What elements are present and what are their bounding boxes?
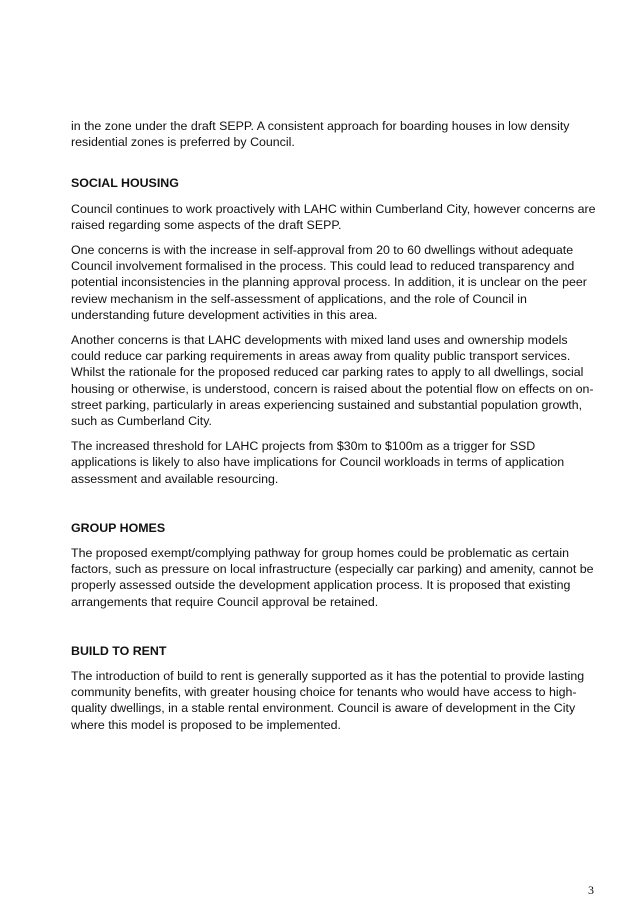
document-body: [71, 118, 599, 742]
section-heading: GROUP HOMES: [71, 520, 166, 535]
section-social-housing: [71, 175, 599, 486]
intro-paragraph: in the zone under the draft SEPP. A consistent approach for boarding houses in low density residential zones is preferred by Council.: [71, 119, 570, 150]
page-number: 3: [588, 883, 594, 897]
paragraph: Council continues to work proactively with LAHC within Cumberland City, however concerns are raised regarding some aspects of the draft SEPP.: [71, 201, 596, 232]
paragraph: The proposed exempt/complying pathway for group homes could be problematic as certain factors, such as pressure on local infrastructure (especially car parking) and amenity, cannot be properly assessed outside the development application process. It is proposed that existing arrangements that require Council approval be retained.: [71, 546, 594, 609]
paragraph: The increased threshold for LAHC projects from $30m to $100m as a trigger for SSD applications is likely to also have implications for Council workloads in terms of application assessment and available resourcing.: [71, 439, 565, 486]
section-heading: BUILD TO RENT: [71, 643, 167, 658]
paragraph: Another concerns is that LAHC developments with mixed land uses and ownership models could reduce car parking requirements in areas away from quality public transport services. Whilst the rationale for the proposed reduced car parking rates to apply to all dwellings, social housing or otherwise, is understood, concern is raised about the potential flow on effects on on-street parking, particularly in areas experiencing sustained and substantial population growth, such as Cumberland City.: [71, 333, 594, 429]
section-build-to-rent: [71, 643, 599, 733]
paragraph: The introduction of build to rent is generally supported as it has the potential to provide lasting community benefits, with greater housing choice for tenants who would have access to high-quality dwellings, in a stable rental environment. Council is aware of development in the City where this model is proposed to be implemented.: [71, 669, 585, 732]
section-heading: SOCIAL HOUSING: [71, 176, 179, 191]
section-group-homes: [71, 520, 599, 610]
paragraph: One concerns is with the increase in self-approval from 20 to 60 dwellings without adequate Council involvement formalised in the process. This could lead to reduced transparency and potential inconsistencies in the planning approval process. In addition, it is unclear on the peer review mechanism in the self-assessment of applications, and the role of Council in understanding future development activities in this area.: [71, 243, 587, 322]
